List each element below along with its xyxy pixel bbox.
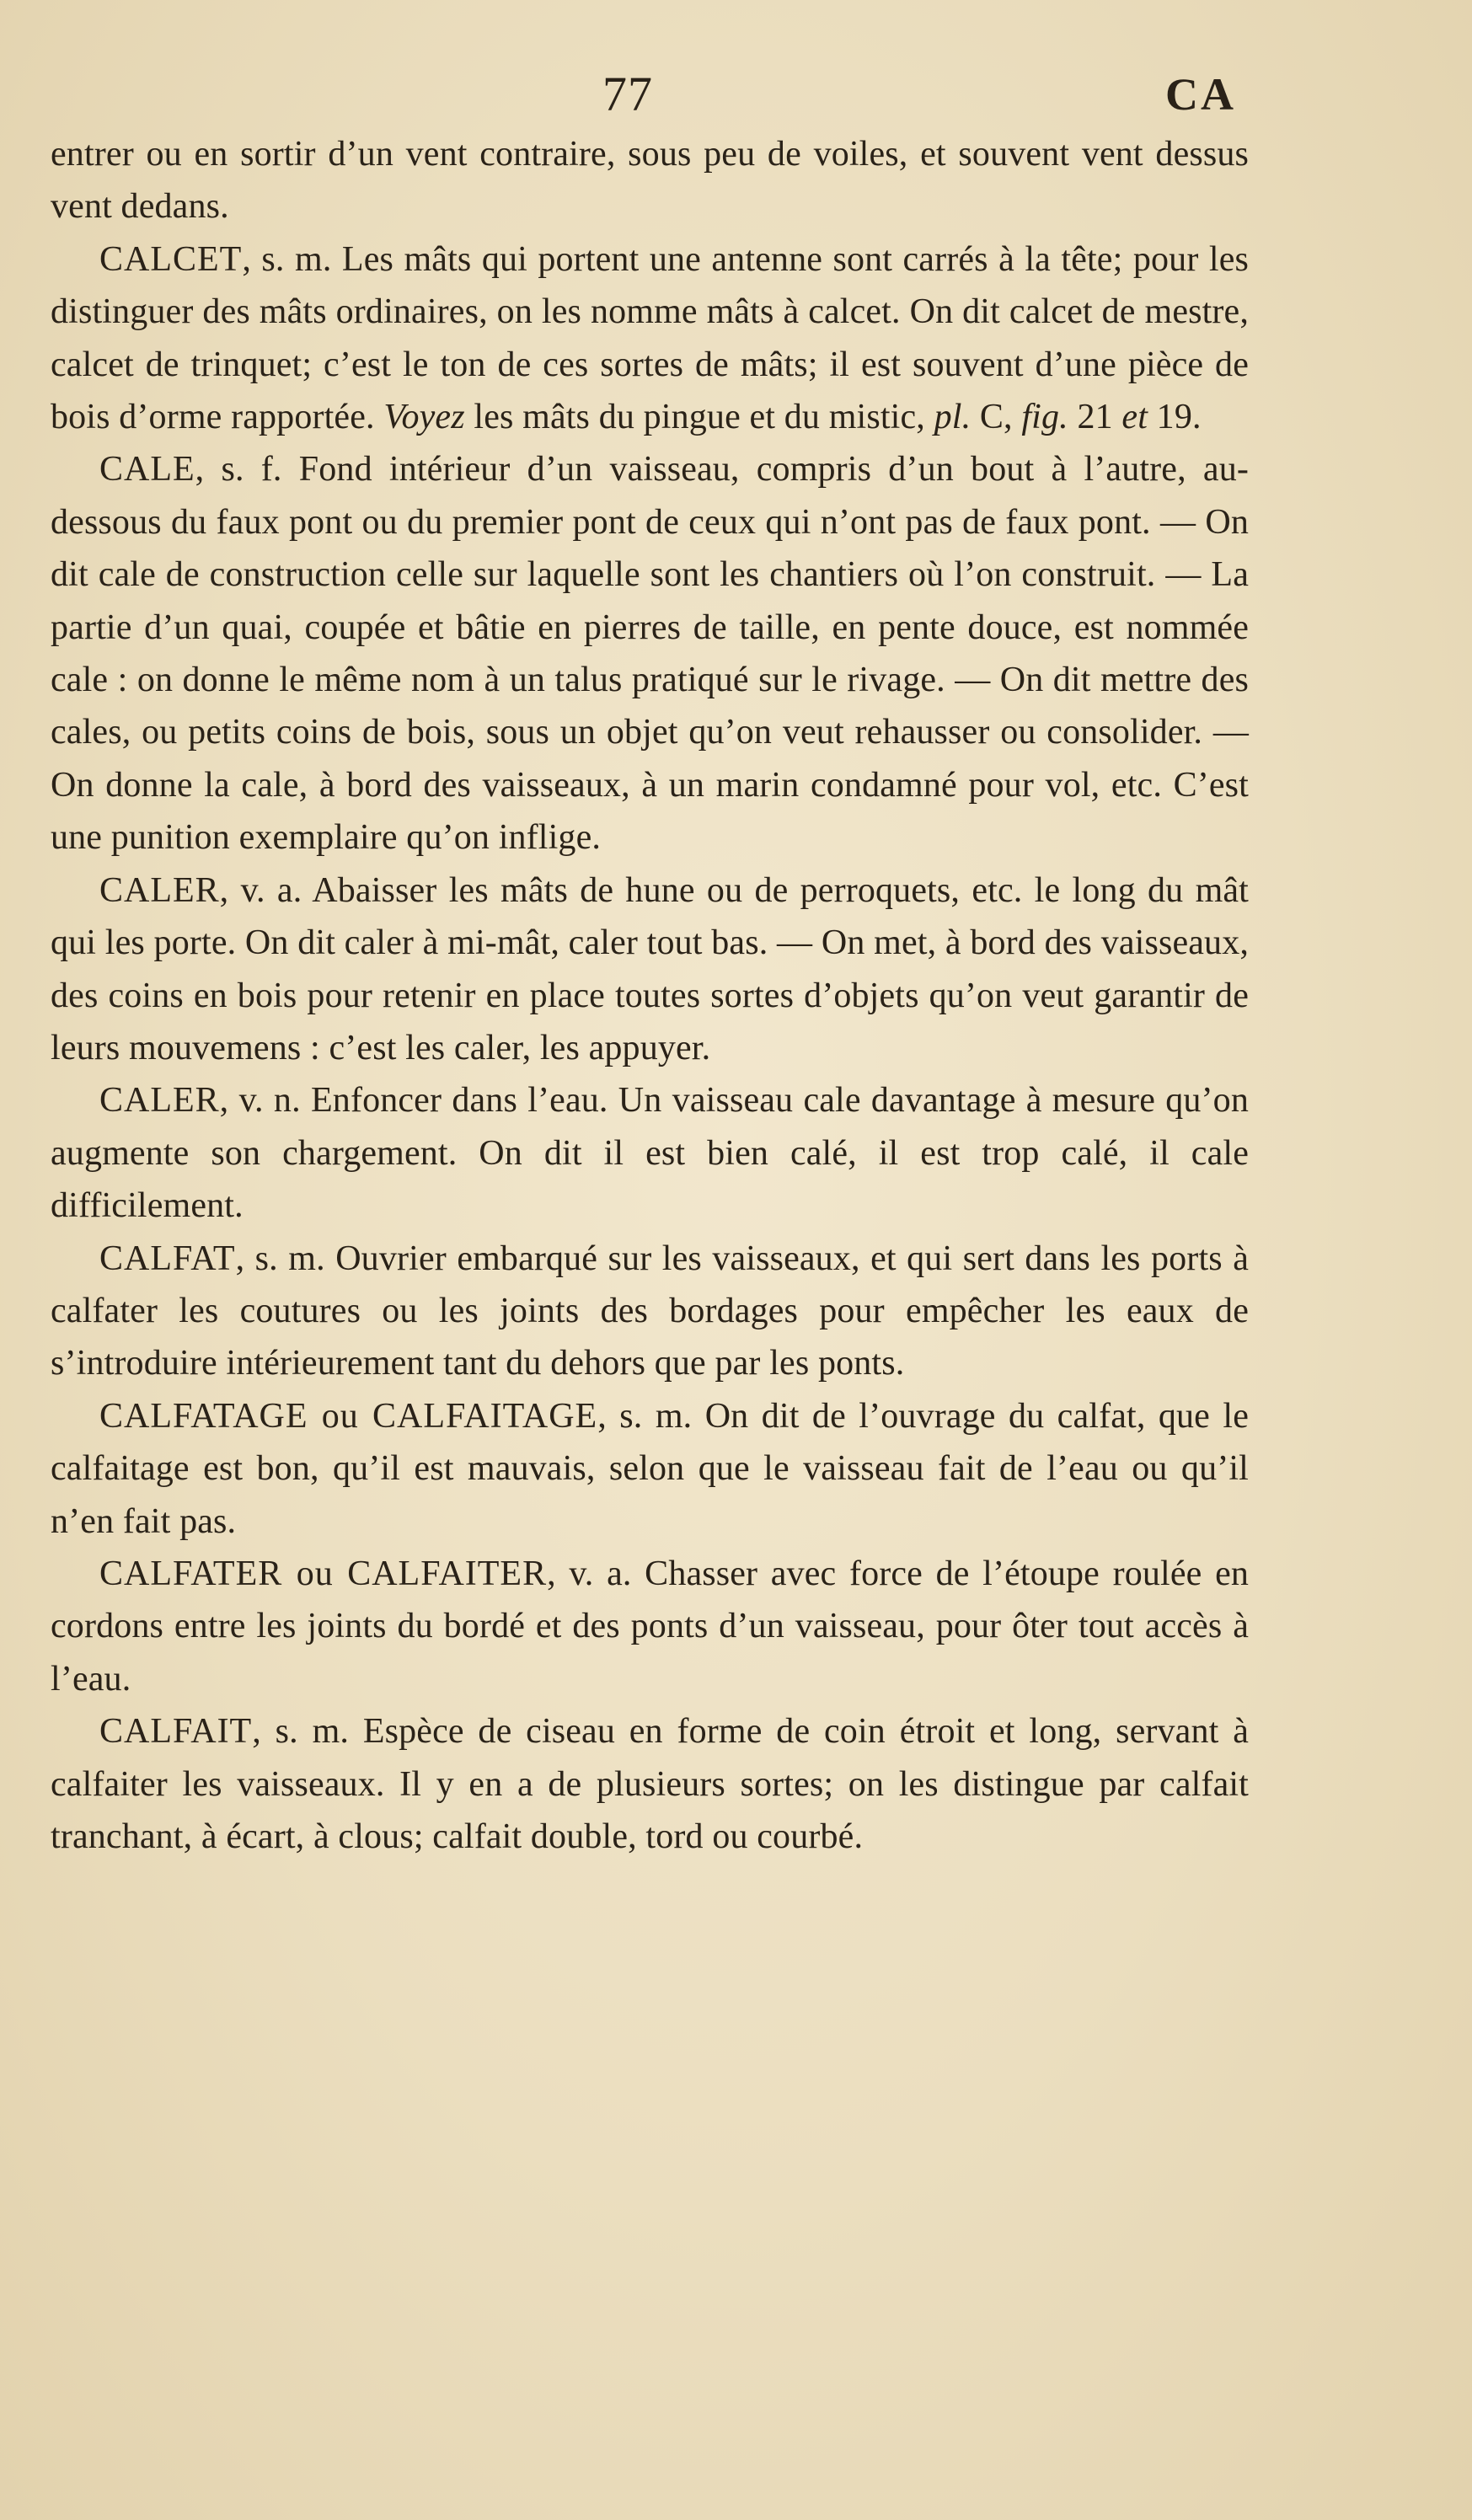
entry-body: Chasser avec force de l’étoupe roulée en cordons entre les joints du bordé et des ponts d’un vaisseau, pour ôter tout accès à l’eau. <box>51 1554 1250 1699</box>
entry-pos: , v. n. <box>219 1081 311 1121</box>
paragraph-body: entrer ou en sortir d’un vent contraire, sous peu de voiles, et souvent vent dessus vent dedans. <box>51 135 1249 227</box>
entry-calfatage <box>51 1390 1249 1548</box>
continuation-paragraph <box>51 128 1249 233</box>
entry-caler-va <box>51 864 1249 1075</box>
entry-calfat <box>51 1233 1249 1390</box>
entry-headword: CALFAIT <box>99 1712 253 1752</box>
entry-calfater <box>51 1548 1249 1705</box>
entry-calcet <box>51 233 1249 444</box>
entry-italic-voyez: Voyez <box>383 398 465 437</box>
entry-headword: CALER <box>99 870 220 910</box>
dictionary-text <box>51 128 1249 1863</box>
entry-italic-et: et <box>1121 398 1148 437</box>
entry-headword: CALER <box>99 1081 220 1121</box>
entry-headword: CALE <box>99 450 195 490</box>
entry-pos: , s. f. <box>195 450 299 490</box>
entry-pos: , s. m. <box>235 1239 336 1278</box>
entry-headword: CALFATAGE ou CALFAITAGE <box>99 1396 598 1436</box>
entry-body: 21 <box>1068 398 1122 437</box>
entry-body: les mâts du pingue et du mistic, <box>464 398 934 437</box>
entry-pos: , s. m. <box>242 239 342 279</box>
entry-body: 19. <box>1148 398 1202 437</box>
entry-italic-fig: fig. <box>1021 398 1068 437</box>
entry-calfait <box>51 1705 1249 1863</box>
entry-body: Fond intérieur d’un vaisseau, compris d’un bout à l’autre, au-dessous du faux pont ou du premier pont de ceux qui n’ont pas de faux pont. — On dit cale de construction celle sur laquelle sont les chantiers où l’on construit. — La partie d’un quai, coupée et bâtie en pierres de taille, en pente douce, est nommée cale : on donne le même nom à un talus pratiqué sur le rivage. — On dit mettre des cales, ou petits coins de bois, sous un objet qu’on veut rehausser ou consolider. — On donne la cale, à bord des vaisseaux, à un marin condamné pour vol, etc. C’est une punition exemplaire qu’on inflige. <box>51 450 1249 858</box>
entry-italic-pl: pl. <box>934 398 972 437</box>
entry-body: Espèce de ciseau en forme de coin étroit et long, servant à calfaiter les vaisseaux. Il y en a de plusieurs sortes; on les distingue par calfait tranchant, à écart, à clous; calfait double, tord ou courbé. <box>51 1712 1249 1856</box>
entry-caler-vn <box>51 1074 1249 1232</box>
entry-body: Abaisser les mâts de hune ou de perroquets, etc. le long du mât qui les porte. On dit caler à mi-mât, caler tout bas. — On met, à bord des vaisseaux, des coins en bois pour retenir en place toutes sortes d’objets qu’on veut garantir de leurs mouvemens : c’est les caler, les appuyer. <box>51 870 1249 1067</box>
entry-pos: , s. m. <box>252 1712 363 1752</box>
entry-headword: CALFATER ou CALFAITER <box>99 1554 548 1593</box>
entry-body: Enfoncer dans l’eau. Un vaisseau cale davantage à mesure qu’on augmente son chargement. On dit il est bien calé, il est trop calé, il cale difficilement. <box>51 1081 1249 1226</box>
entry-pos: , v. a. <box>547 1554 645 1593</box>
entry-body: On dit de l’ouvrage du calfat, que le calfaitage est bon, qu’il est mauvais, selon que le vaisseau fait de l’eau ou qu’il n’en fait pas. <box>51 1396 1249 1541</box>
page-header <box>0 61 1472 128</box>
page-number: 77 <box>602 67 653 121</box>
entry-headword: CALFAT <box>99 1239 236 1278</box>
entry-pos: , s. m. <box>597 1396 705 1436</box>
entry-body: Ouvrier embarqué sur les vaisseaux, et qui sert dans les ports à calfater les coutures ou les joints des bordages pour empêcher les eaux de s’introduire intérieurement tant du dehors que par les ponts. <box>51 1239 1249 1383</box>
entry-body: C, <box>971 398 1022 437</box>
entry-pos: , v. a. <box>219 870 313 910</box>
entry-cale <box>51 443 1249 864</box>
entry-body: Les mâts qui portent une antenne sont carrés à la tête; pour les distinguer des mâts ordinaires, on les nomme mâts à calcet. On dit calcet de mestre, calcet de trinquet; c’est le ton de ces sortes de mâts; il est souvent d’une pièce de bois d’orme rapportée. <box>51 239 1249 437</box>
entry-headword: CALCET <box>99 239 243 279</box>
running-head: CA <box>1165 69 1236 120</box>
